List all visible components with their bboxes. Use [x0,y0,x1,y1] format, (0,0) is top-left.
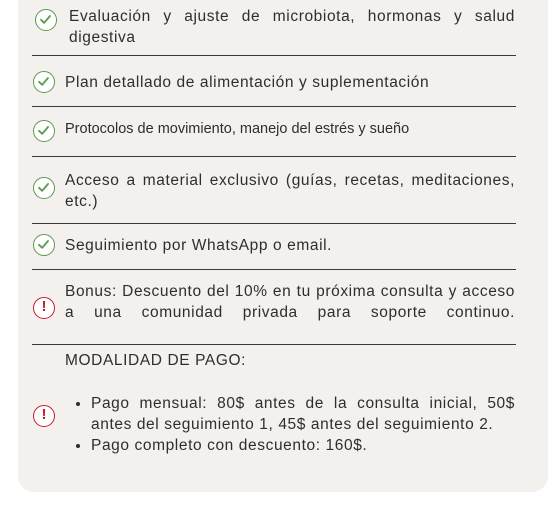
benefit-item-1: Evaluación y ajuste de microbiota, hormonas y salud digestiva [69,8,515,46]
payment-heading: MODALIDAD DE PAGO: [65,352,247,369]
payment-option-list [65,393,515,456]
exclamation-circle-icon: ! [33,405,55,427]
payment-option: • Pago completo con descuento: 160$. [91,435,515,456]
benefit-item-5: Seguimiento por WhatsApp o email. [65,237,333,254]
check-circle-icon [33,71,55,93]
bonus-text: Bonus: Descuento del 10% en tu próxima consulta y acceso a una comunidad privada para soporte continuo. [65,283,515,321]
check-circle-icon [33,234,55,256]
divider [32,156,516,157]
divider [32,269,516,270]
check-circle-icon [33,120,55,142]
divider [32,106,516,107]
divider [32,55,516,56]
check-circle-icon [33,177,55,199]
check-circle-icon [35,9,57,31]
benefit-item-4: Acceso a material exclusivo (guías, recetas, meditaciones, etc.) [65,172,515,210]
exclamation-circle-icon: ! [33,297,55,319]
payment-option: • Pago mensual: 80$ antes de la consulta inicial, 50$ antes del seguimiento 1, 45$ antes del seguimiento 2. [91,393,515,435]
payment-options [65,393,515,456]
benefit-item-3: Protocolos de movimiento, manejo del estrés y sueño [65,121,410,137]
divider [32,344,516,345]
benefit-item-2: Plan detallado de alimentación y suplementación [65,74,430,91]
divider [32,223,516,224]
